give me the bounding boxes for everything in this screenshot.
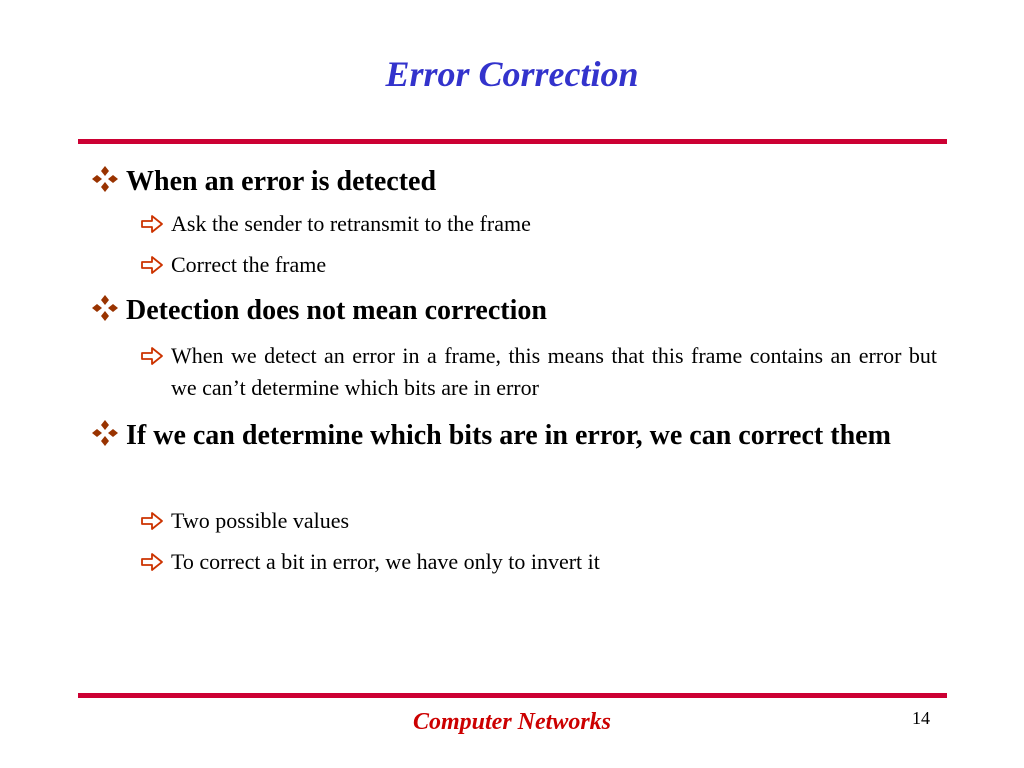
footer-title: Computer Networks bbox=[412, 709, 612, 735]
sub-bullet-item bbox=[140, 546, 937, 578]
sub-bullet-text: When we detect an error in a frame, this means that this frame contains an error but we can’t determine which bits are in error bbox=[171, 343, 937, 400]
diamond-bullet-icon bbox=[90, 293, 120, 323]
sub-bullet-item bbox=[140, 505, 937, 537]
top-divider bbox=[78, 139, 947, 144]
sub-bullet-text: Ask the sender to retransmit to the frame bbox=[171, 211, 531, 236]
sub-bullet-text: To correct a bit in error, we have only to invert it bbox=[171, 549, 600, 574]
sub-bullet-item bbox=[140, 249, 937, 281]
bullet-item bbox=[90, 291, 937, 331]
diamond-bullet-icon bbox=[90, 418, 120, 448]
diamond-bullet-icon bbox=[90, 164, 120, 194]
bottom-divider bbox=[78, 693, 947, 698]
bullet-text: If we can determine which bits are in error, we can correct them bbox=[126, 420, 891, 451]
sub-bullet-item bbox=[140, 340, 937, 404]
arrow-bullet-icon bbox=[140, 552, 164, 572]
arrow-bullet-icon bbox=[140, 214, 164, 234]
sub-bullet-text: Correct the frame bbox=[171, 252, 327, 277]
bullet-item bbox=[90, 162, 937, 202]
page-number: 14 bbox=[912, 708, 930, 728]
sub-bullet-text: Two possible values bbox=[171, 508, 350, 533]
arrow-bullet-icon bbox=[140, 511, 164, 531]
bullet-item bbox=[90, 416, 937, 456]
arrow-bullet-icon bbox=[140, 346, 164, 366]
sub-bullet-item bbox=[140, 208, 937, 240]
slide-title: Error Correction bbox=[385, 54, 639, 94]
bullet-text: When an error is detected bbox=[126, 166, 437, 197]
arrow-bullet-icon bbox=[140, 255, 164, 275]
bullet-text: Detection does not mean correction bbox=[126, 295, 547, 326]
